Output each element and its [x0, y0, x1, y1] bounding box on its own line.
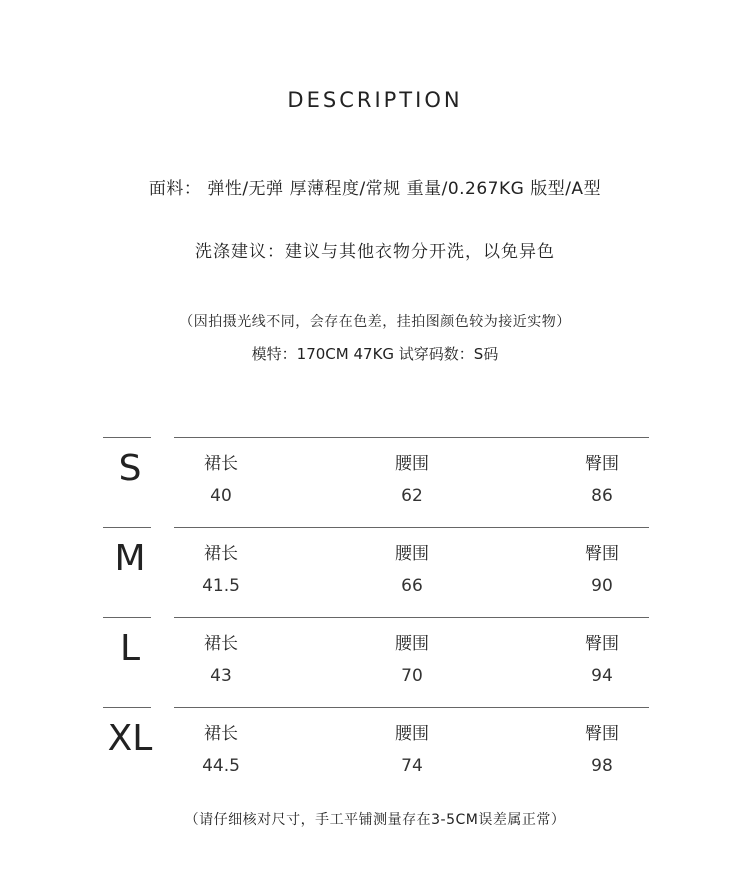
size-label: XL: [107, 718, 153, 759]
hip-label: 臀围: [585, 544, 619, 564]
length-value: 41.5: [202, 576, 240, 596]
length-label: 裙长: [204, 454, 238, 474]
waist-value: 62: [401, 486, 423, 506]
size-label: S: [118, 448, 142, 489]
row-divider: [174, 527, 649, 528]
model-info: 模特：170CM 47KG 试穿码数：S码: [251, 345, 499, 363]
waist-label: 腰围: [395, 634, 429, 654]
size-row-s: [0, 437, 750, 527]
row-divider: [103, 617, 151, 618]
size-row-l: [0, 617, 750, 707]
page-title: DESCRIPTION: [287, 88, 463, 112]
row-divider: [174, 707, 649, 708]
hip-label: 臀围: [585, 724, 619, 744]
hip-value: 90: [591, 576, 613, 596]
fabric-info: 面料： 弹性/无弹 厚薄程度/常规 重量/0.267KG 版型/A型: [148, 179, 602, 199]
waist-label: 腰围: [395, 544, 429, 564]
waist-label: 腰围: [395, 454, 429, 474]
size-label: M: [114, 538, 146, 579]
size-row-m: [0, 527, 750, 617]
row-divider: [174, 617, 649, 618]
row-divider: [103, 527, 151, 528]
length-value: 40: [210, 486, 232, 506]
length-label: 裙长: [204, 544, 238, 564]
wash-advice: 洗涤建议：建议与其他衣物分开洗，以免异色: [195, 242, 555, 262]
size-label: L: [119, 628, 141, 669]
waist-value: 66: [401, 576, 423, 596]
length-label: 裙长: [204, 634, 238, 654]
row-divider: [174, 437, 649, 438]
waist-value: 70: [401, 666, 423, 686]
row-divider: [103, 707, 151, 708]
size-row-xl: [0, 707, 750, 797]
measurement-note: （请仔细核对尺寸，手工平铺测量存在3-5CM误差属正常）: [184, 812, 566, 828]
waist-label: 腰围: [395, 724, 429, 744]
hip-value: 86: [591, 486, 613, 506]
length-label: 裙长: [204, 724, 238, 744]
waist-value: 74: [401, 756, 423, 776]
hip-label: 臀围: [585, 634, 619, 654]
row-divider: [103, 437, 151, 438]
hip-value: 94: [591, 666, 613, 686]
hip-label: 臀围: [585, 454, 619, 474]
color-note: （因拍摄光线不同，会存在色差，挂拍图颜色较为接近实物）: [179, 314, 571, 330]
hip-value: 98: [591, 756, 613, 776]
length-value: 43: [210, 666, 232, 686]
length-value: 44.5: [202, 756, 240, 776]
